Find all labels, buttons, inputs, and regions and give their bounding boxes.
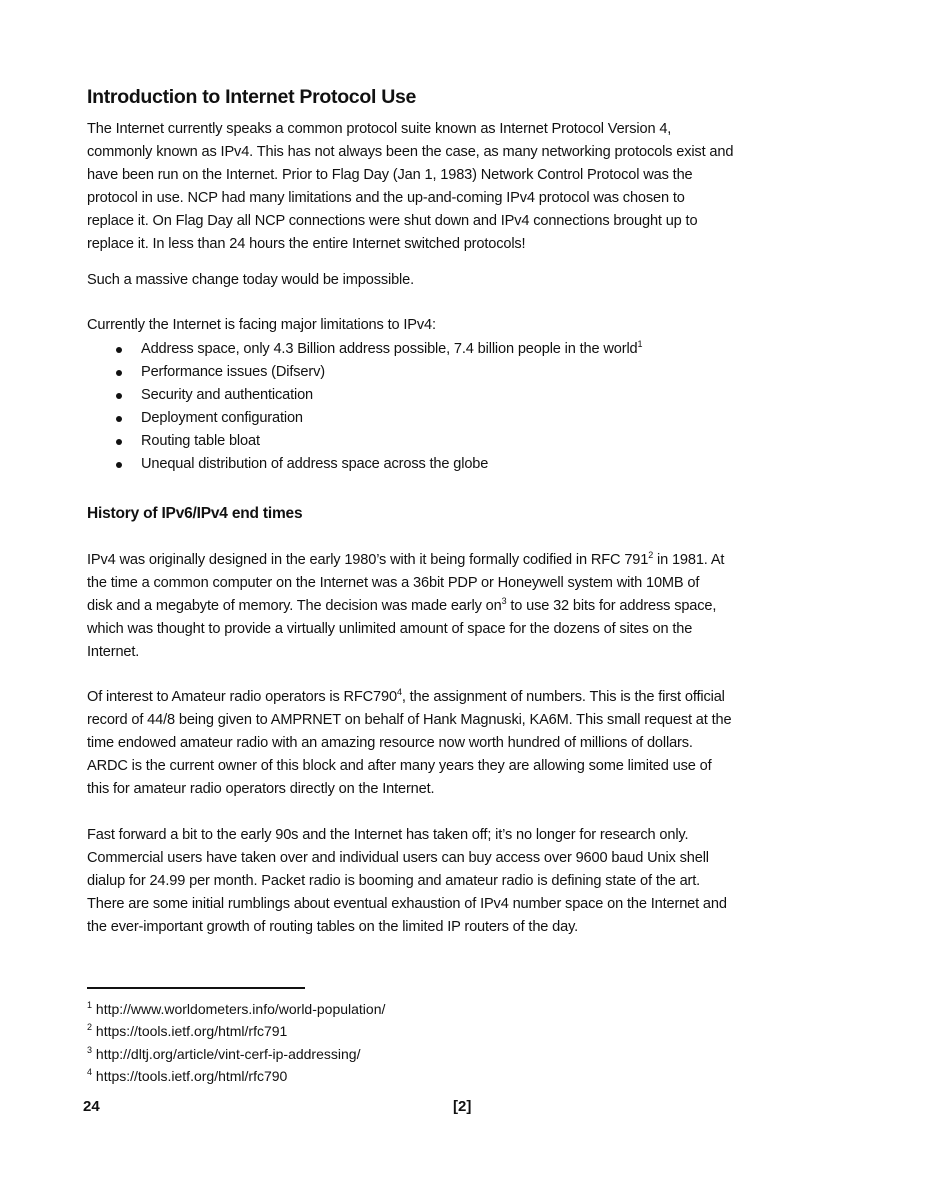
list-item: [87, 361, 642, 384]
text-line: have been run on the Internet. Prior to Flag Day (Jan 1, 1983) Network Control Protocol was the: [87, 167, 693, 183]
list-item-text: Routing table bloat: [141, 433, 260, 449]
section-heading: Introduction to Internet Protocol Use: [87, 86, 417, 108]
history-paragraph-3: [87, 824, 727, 939]
subsection-heading: History of IPv6/IPv4 end times: [87, 505, 303, 522]
text-line: Of interest to Amateur radio operators is $RFC790^4$, the assignment of numbers. This is the first official: [87, 687, 725, 705]
list-item: [87, 407, 642, 430]
list-item-text: Address space, only 4.3 Billion address possible, 7.4 billion people in the world: [141, 341, 638, 357]
text-line: replace it. In less than 24 hours the entire Internet switched protocols!: [87, 236, 526, 252]
text-line: the ever-important growth of routing tables on the limited IP routers of the day.: [87, 919, 579, 935]
footnote-ref: 2: [648, 550, 654, 560]
list-item-text: Deployment configuration: [141, 410, 303, 426]
text-line: Fast forward a bit to the early 90s and the Internet has taken off; it’s no longer for research only.: [87, 827, 689, 843]
text-line: replace it. On Flag Day all NCP connections were shut down and IPv4 connections brought up to: [87, 213, 698, 229]
history-paragraph-1: [87, 549, 724, 664]
footnote-link[interactable]: http://dltj.org/article/vint-cerf-ip-addressing/: [95, 1045, 361, 1062]
text-line: protocol in use. NCP had many limitations and the up-and-coming IPv4 protocol was chosen to: [87, 190, 685, 206]
limitations-list: [87, 338, 642, 476]
text-line: The Internet currently speaks a common protocol suite known as Internet Protocol Version 4,: [87, 121, 672, 137]
impossible-sentence: Such a massive change today would be impossible.: [87, 272, 415, 288]
footnote-link[interactable]: http://www.worldometers.info/world-population/: [95, 1001, 386, 1017]
page-number-center: [2]: [453, 1098, 472, 1115]
text-line: time endowed amateur radio with an amazing resource now worth hundred of millions of dollars.: [87, 735, 693, 751]
intro-paragraph: [87, 118, 733, 256]
list-item-text: Performance issues (Difserv): [141, 364, 325, 380]
footnote-link[interactable]: https://tools.ietf.org/html/rfc790: [95, 1067, 288, 1084]
footnote-link[interactable]: https://tools.ietf.org/html/rfc791: [95, 1023, 288, 1040]
footnote-ref: 1: [637, 339, 643, 349]
text-line: commonly known as IPv4. This has not always been the case, as many networking protocols exist and: [87, 144, 734, 160]
text-line: Commercial users have taken over and individual users can buy access over 9600 baud Unix shell: [87, 850, 709, 866]
bullet-icon: [116, 416, 122, 422]
text-line: ARDC is the current owner of this block and after many years they are allowing some limited use of: [87, 758, 712, 774]
list-item-text: Security and authentication: [141, 387, 314, 403]
bullet-icon: [116, 439, 122, 445]
bullet-icon: [116, 462, 122, 468]
footnotes: [87, 998, 385, 1087]
bullet-icon: [116, 370, 122, 376]
page-number-left: 24: [83, 1098, 100, 1115]
limitations-intro: Currently the Internet is facing major limitations to IPv4:: [87, 317, 436, 333]
text-line: the time a common computer on the Internet was a 36bit PDP or Honeywell system with 10MB of: [87, 575, 700, 591]
list-item-text: Unequal distribution of address space across the globe: [141, 456, 489, 472]
text-line: Internet.: [87, 644, 140, 660]
text-line: dialup for 24.99 per month. Packet radio is booming and amateur radio is defining state of the art.: [87, 873, 701, 889]
list-item: [87, 453, 642, 476]
footnote-ref: 4: [396, 687, 402, 697]
text-line: disk and a megabyte of memory. The decision was made early $on^3$ to use 32 bits for address space,: [87, 596, 717, 614]
text-line: IPv4 was originally designed in the early 1980’s with it being formally codified in RFC $791^2$ in 1981. At: [87, 550, 725, 568]
footnote: $^2$ https://tools.ietf.org/html/rfc791: [87, 1022, 288, 1040]
text-line: There are some initial rumblings about eventual exhaustion of IPv4 number space on the Internet and: [87, 896, 727, 912]
history-paragraph-2: [87, 686, 731, 801]
footnote: $^4$ https://tools.ietf.org/html/rfc790: [87, 1066, 288, 1084]
footnote-ref: 3: [501, 596, 507, 606]
text-line: which was thought to provide a virtually unlimited amount of space for the dozens of sites on the: [87, 621, 693, 637]
list-item: [87, 384, 642, 407]
footnote: $^3$ http://dltj.org/article/vint-cerf-ip-addressing/: [87, 1044, 361, 1062]
list-item: [87, 430, 642, 453]
bullet-icon: [116, 347, 122, 353]
footnote: $^1$ http://www.worldometers.info/world-population/: [87, 1000, 386, 1017]
bullet-icon: [116, 393, 122, 399]
footnote-separator: [87, 987, 305, 989]
text-line: record of 44/8 being given to AMPRNET on behalf of Hank Magnuski, KA6M. This small request at the: [87, 712, 732, 728]
list-item: [87, 338, 642, 361]
text-line: this for amateur radio operators directly on the Internet.: [87, 781, 435, 797]
